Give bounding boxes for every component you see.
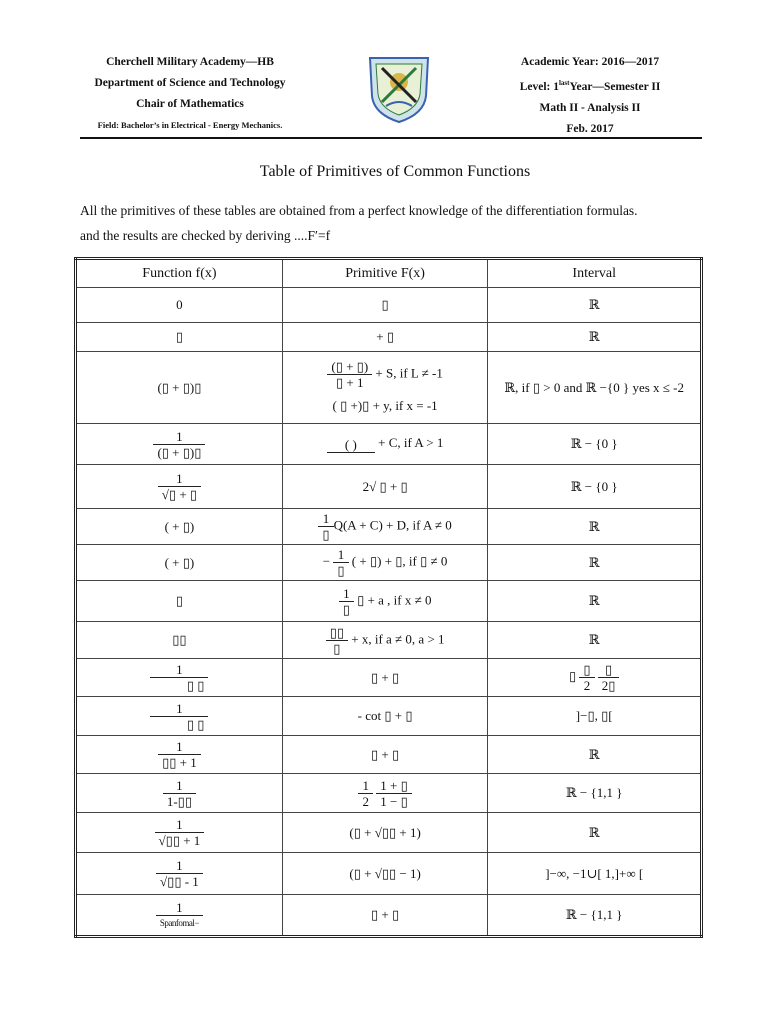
department-name: Department of Science and Technology bbox=[94, 77, 286, 89]
chair-name: Chair of Mathematics bbox=[136, 98, 244, 110]
table-row bbox=[76, 323, 702, 352]
table-header-row bbox=[76, 259, 702, 288]
primitive-cell: ▯ bbox=[282, 288, 488, 323]
interval-cell: ℝ − {1,1 } bbox=[488, 774, 702, 813]
function-cell bbox=[76, 853, 283, 895]
fraction: $\frac{▯▯}{▯}$ bbox=[326, 625, 348, 656]
function-cell bbox=[76, 659, 283, 697]
primitive-cell: (▯ + √▯▯ − 1) bbox=[282, 853, 488, 895]
function-cell: ▯ bbox=[76, 581, 283, 622]
interval-cell: ℝ bbox=[488, 622, 702, 659]
function-cell bbox=[76, 697, 283, 736]
fraction: $\frac{1}{▯▯ + 1}$ bbox=[158, 739, 201, 770]
document-date: Feb. 2017 bbox=[566, 122, 614, 135]
primitive-cell: 2√ ▯ + ▯ bbox=[282, 465, 488, 509]
fraction: $\frac{1}{▯}$ bbox=[318, 511, 333, 542]
table-row bbox=[76, 352, 702, 424]
fraction: $\frac{1}{▯ ▯}$ bbox=[150, 662, 208, 693]
table-row bbox=[76, 581, 702, 622]
interval-cell: ℝ bbox=[488, 813, 702, 853]
function-cell bbox=[76, 424, 283, 465]
fraction: $\frac{▯}{2}$ bbox=[579, 662, 594, 693]
table-row bbox=[76, 622, 702, 659]
course-name: Math II - Analysis II bbox=[539, 101, 641, 114]
fraction: $\frac{▯}{2▯}$ bbox=[598, 662, 620, 693]
primitive-cell: $\frac{(▯ + ▯)}{▯ + 1}$ + S, if L ≠ -1 ( ▯ +)▯ + y, if x = -1 bbox=[282, 352, 488, 424]
function-cell: (▯ + ▯)▯ bbox=[76, 352, 283, 424]
table-row bbox=[76, 813, 702, 853]
primitive-cell: ▯ + ▯ bbox=[282, 736, 488, 774]
field-name: Field: Bachelor’s in Electrical - Energy Mechanics. bbox=[97, 120, 283, 130]
primitive-cell: − $\frac{1}{▯}$ ( + ▯) + ▯, if ▯ ≠ 0 bbox=[282, 545, 488, 581]
intro-paragraph bbox=[80, 198, 730, 248]
interval-cell: ℝ − {0 } bbox=[488, 465, 702, 509]
column-header-function: Function f(x) bbox=[76, 259, 283, 288]
table-row bbox=[76, 736, 702, 774]
fraction: $\frac{1 + ▯}{1 - ▯}$ bbox=[376, 778, 412, 809]
function-cell: ( + ▯) bbox=[76, 545, 283, 581]
table-row bbox=[76, 424, 702, 465]
interval-cell: ℝ, if ▯ > 0 and ℝ −{0 } yes x ≤ -2 bbox=[488, 352, 702, 424]
function-cell bbox=[76, 813, 283, 853]
intro-line: All the primitives of these tables are obtained from a perfect knowledge of the differentiation formulas. bbox=[80, 203, 638, 218]
function-cell bbox=[76, 736, 283, 774]
fraction: $\frac{1}{▯ ▯}$ bbox=[150, 701, 208, 732]
table-row bbox=[76, 509, 702, 545]
fraction: ( ) bbox=[327, 437, 375, 453]
interval-cell: ℝ − {0 } bbox=[488, 424, 702, 465]
fraction: $\frac{1}{√▯ + ▯}$ bbox=[158, 471, 201, 502]
interval-cell: ℝ bbox=[488, 736, 702, 774]
interval-cell: ℝ − {1,1 } bbox=[488, 895, 702, 937]
primitive-cell: + ▯ bbox=[282, 323, 488, 352]
fraction: $\frac{1}{\text{Spanfomal−}}$ bbox=[156, 900, 203, 931]
academy-name: Cherchell Military Academy—HB bbox=[106, 56, 274, 68]
table-row bbox=[76, 659, 702, 697]
interval-cell: ▯ $\frac{▯}{2}$ $\frac{▯}{2▯}$ bbox=[488, 659, 702, 697]
table-row bbox=[76, 774, 702, 813]
primitive-cell: ( ) + C, if A > 1 bbox=[282, 424, 488, 465]
primitive-cell: ▯ + ▯ bbox=[282, 895, 488, 937]
table-row bbox=[76, 288, 702, 323]
primitive-cell: $\frac{▯▯}{▯}$ + x, if a ≠ 0, a > 1 bbox=[282, 622, 488, 659]
fraction: $\frac{1}{▯}$ bbox=[339, 586, 354, 617]
function-cell bbox=[76, 774, 283, 813]
document-title: Table of Primitives of Common Functions bbox=[259, 163, 531, 180]
primitives-table bbox=[74, 257, 703, 938]
table-row bbox=[76, 853, 702, 895]
fraction: $\frac{1}{√▯▯ - 1}$ bbox=[156, 858, 203, 889]
function-cell bbox=[76, 465, 283, 509]
primitive-cell: (▯ + √▯▯ + 1) bbox=[282, 813, 488, 853]
primitive-cell bbox=[282, 774, 488, 813]
interval-cell: ℝ bbox=[488, 323, 702, 352]
function-cell: ▯ bbox=[76, 323, 283, 352]
table-row bbox=[76, 697, 702, 736]
function-cell: ( + ▯) bbox=[76, 509, 283, 545]
primitive-cell: - cot ▯ + ▯ bbox=[282, 697, 488, 736]
function-cell: ▯▯ bbox=[76, 622, 283, 659]
column-header-primitive: Primitive F(x) bbox=[282, 259, 488, 288]
fraction: $\frac{1}{(▯ + ▯)▯}$ bbox=[153, 429, 205, 460]
function-cell: 0 bbox=[76, 288, 283, 323]
table-row bbox=[76, 895, 702, 937]
academy-seal-icon bbox=[366, 52, 432, 126]
interval-cell: ℝ bbox=[488, 545, 702, 581]
table-row bbox=[76, 465, 702, 509]
primitive-cell: ▯ + ▯ bbox=[282, 659, 488, 697]
interval-cell: ℝ bbox=[488, 509, 702, 545]
institution-block bbox=[60, 52, 320, 136]
level: Level: $1^{last}Year—Semester$ II bbox=[519, 79, 661, 93]
fraction: $\frac{1}{√▯▯ + 1}$ bbox=[155, 817, 205, 848]
interval-cell: ]−▯, ▯[ bbox=[488, 697, 702, 736]
fraction: $\frac{(▯ + ▯)}{▯ + 1}$ bbox=[327, 359, 372, 390]
table-row bbox=[76, 545, 702, 581]
interval-cell: ]−∞, −1∪[ 1,]+∞ [ bbox=[488, 853, 702, 895]
interval-cell: ℝ bbox=[488, 581, 702, 622]
fraction: $\frac{1}{▯}$ bbox=[333, 547, 348, 578]
primitive-cell: $\frac{1}{▯}$ ▯ + a , if x ≠ 0 bbox=[282, 581, 488, 622]
primitive-cell: $\frac{1}{▯}$ Q(A + C) + D, if A ≠ 0 bbox=[282, 509, 488, 545]
fraction: $\frac{1}{2}$ bbox=[358, 778, 373, 809]
academic-year: Academic Year: 2016—2017 bbox=[520, 56, 660, 68]
header-divider bbox=[80, 137, 702, 139]
function-cell bbox=[76, 895, 283, 937]
interval-cell: ℝ bbox=[488, 288, 702, 323]
academic-info-block bbox=[490, 52, 690, 140]
column-header-interval: Interval bbox=[488, 259, 702, 288]
intro-line: and the results are checked by deriving ....F′=f bbox=[80, 228, 331, 243]
fraction: $\frac{1}{1-▯▯}$ bbox=[163, 778, 196, 809]
